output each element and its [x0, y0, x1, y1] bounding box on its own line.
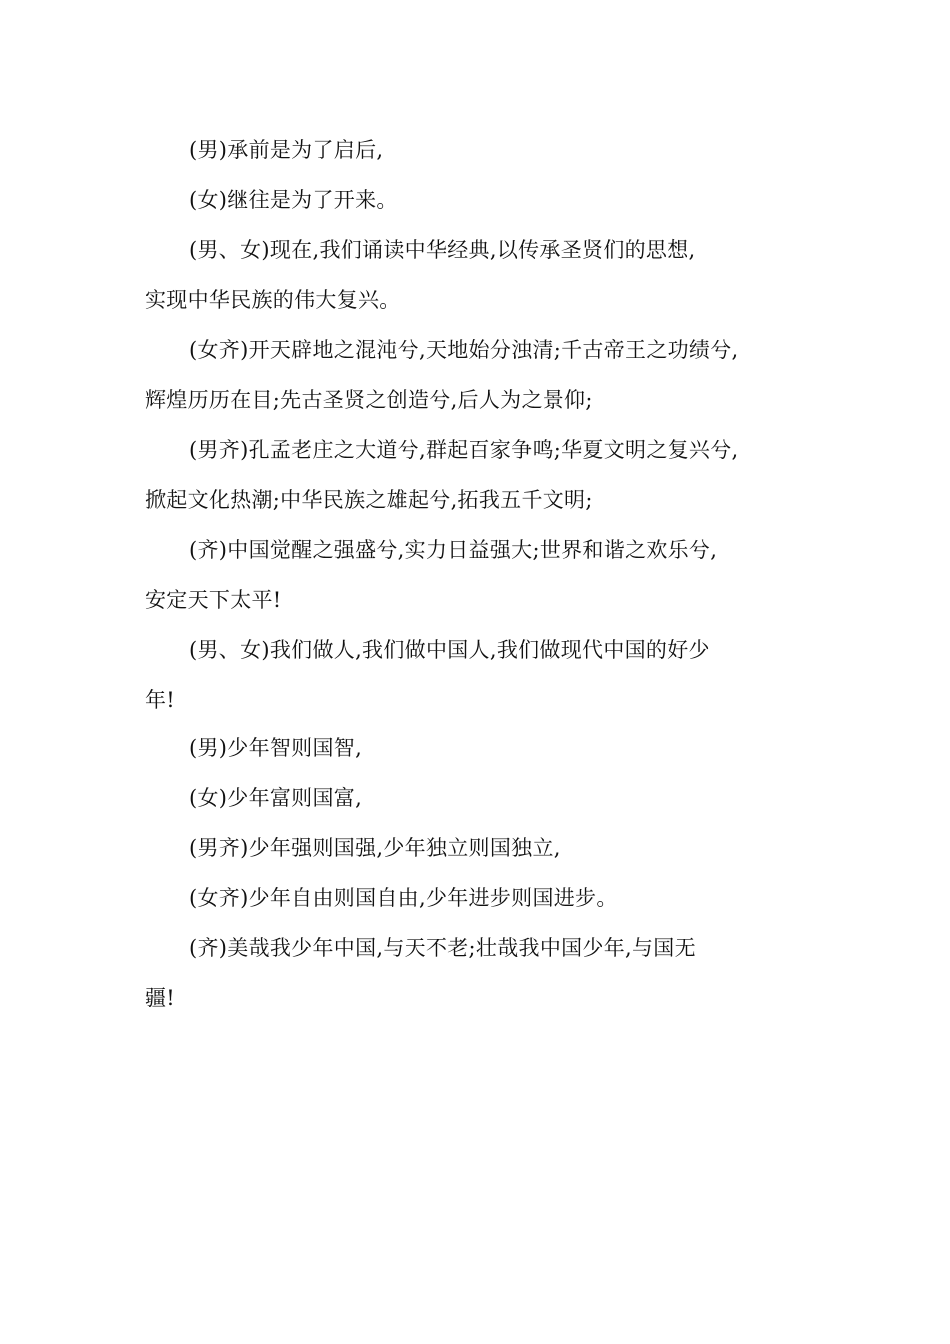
- paragraph-4: [145, 325, 815, 425]
- paragraph-line-1: (女齐)开天辟地之混沌兮,天地始分浊清;千古帝王之功绩兮,: [189, 338, 739, 362]
- paragraph-line-2: 辉煌历历在目;先古圣贤之创造兮,后人为之景仰;: [145, 388, 593, 412]
- paragraph-text: (女)继往是为了开来。: [189, 188, 398, 212]
- paragraph-line-1: (齐)美哉我少年中国,与天不老;壮哉我中国少年,与国无: [189, 936, 696, 960]
- paragraph-line-2: 疆!: [145, 986, 176, 1010]
- paragraph-text: (男)少年智则国智,: [189, 736, 363, 760]
- paragraph-10: [145, 823, 815, 873]
- paragraph-9: [145, 773, 815, 823]
- paragraph-line-2: 实现中华民族的伟大复兴。: [145, 288, 401, 312]
- paragraph-7: [145, 625, 815, 725]
- paragraph-text: (女)少年富则国富,: [189, 786, 363, 810]
- paragraph-1: [145, 125, 815, 175]
- paragraph-line-1: (男、女)我们做人,我们做中国人,我们做现代中国的好少: [189, 638, 710, 662]
- paragraph-line-1: (齐)中国觉醒之强盛兮,实力日益强大;世界和谐之欢乐兮,: [189, 538, 718, 562]
- paragraph-text: (男齐)少年强则国强,少年独立则国独立,: [189, 836, 561, 860]
- paragraph-line-1: (男齐)孔孟老庄之大道兮,群起百家争鸣;华夏文明之复兴兮,: [189, 438, 739, 462]
- paragraph-5: [145, 425, 815, 525]
- paragraph-3: [145, 225, 815, 325]
- paragraph-line-1: (男、女)现在,我们诵读中华经典,以传承圣贤们的思想,: [189, 238, 696, 262]
- paragraph-line-2: 掀起文化热潮;中华民族之雄起兮,拓我五千文明;: [145, 488, 593, 512]
- paragraph-text: (男)承前是为了启后,: [189, 138, 384, 162]
- paragraph-2: [145, 175, 815, 225]
- paragraph-12: [145, 923, 815, 1023]
- paragraph-text: (女齐)少年自由则国自由,少年进步则国进步。: [189, 886, 618, 910]
- paragraph-8: [145, 723, 815, 773]
- paragraph-11: [145, 873, 815, 923]
- paragraph-line-2: 年!: [145, 688, 176, 712]
- paragraph-line-2: 安定天下太平!: [145, 588, 282, 612]
- paragraph-6: [145, 525, 815, 625]
